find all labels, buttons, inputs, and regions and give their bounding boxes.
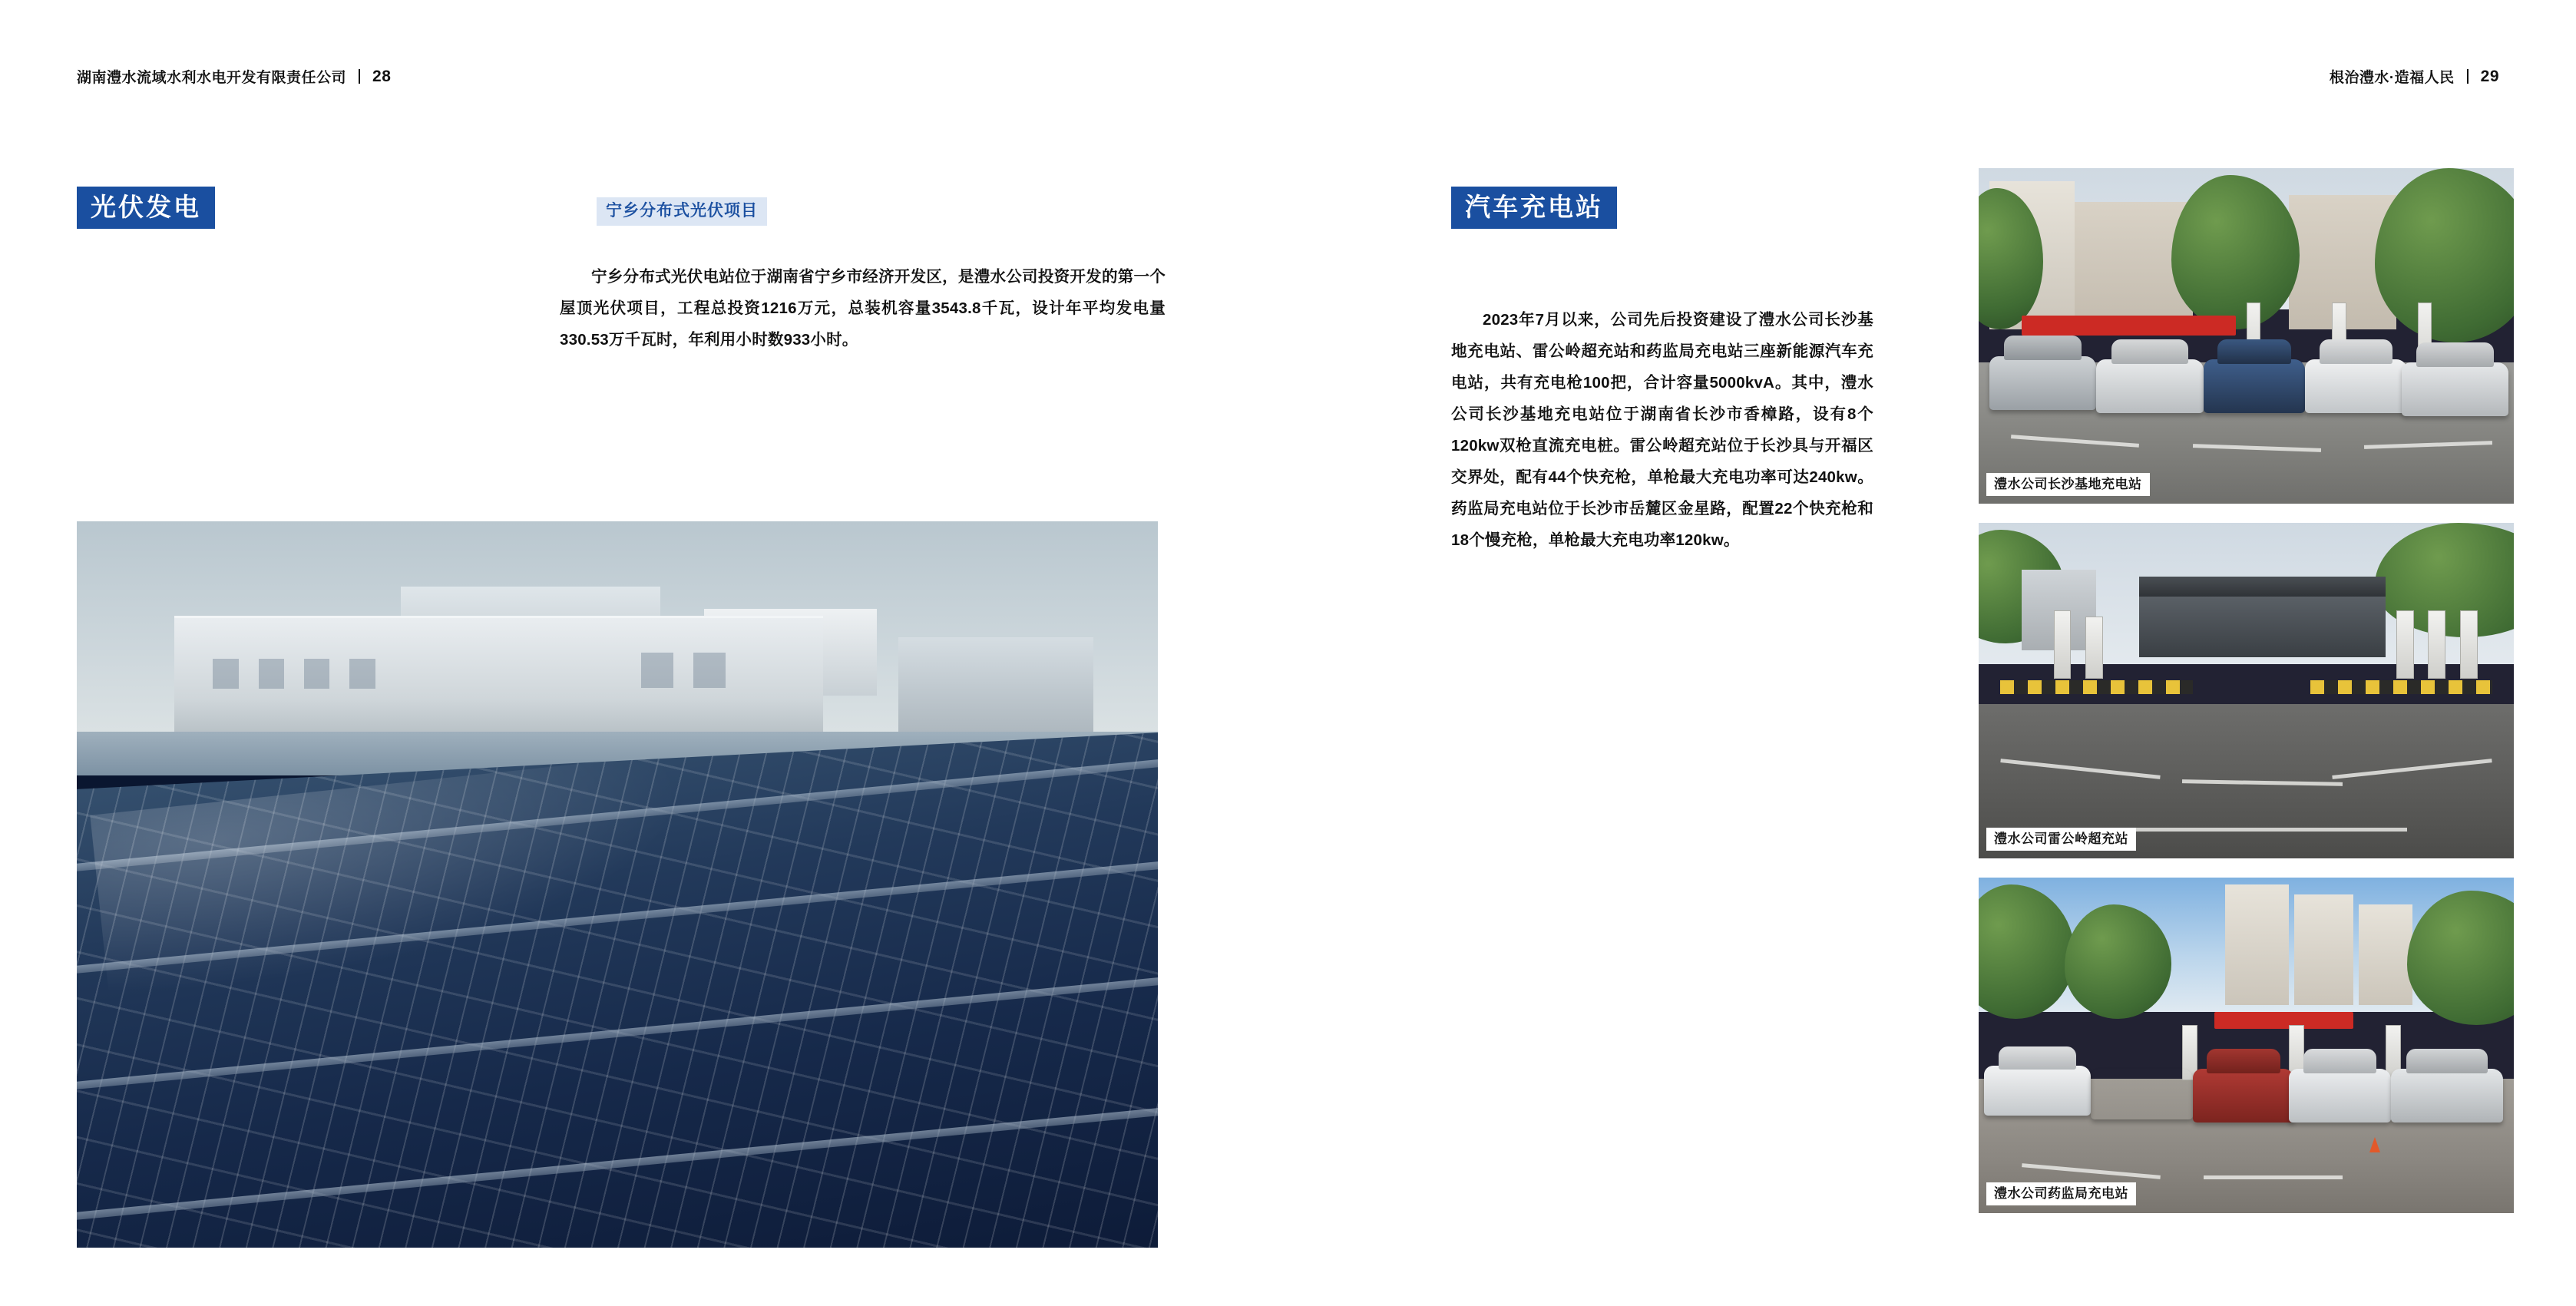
building-window <box>641 653 673 687</box>
parked-car <box>2193 1069 2294 1122</box>
yellow-black-curb <box>2000 680 2193 693</box>
building-window <box>259 659 285 689</box>
station-canopy <box>2139 577 2386 597</box>
photo-caption: 澧水公司药监局充电站 <box>1986 1182 2136 1205</box>
left-page-number: 28 <box>372 67 392 85</box>
charging-station-photo-stack <box>1979 168 2514 1213</box>
photo-caption: 澧水公司雷公岭超充站 <box>1986 828 2136 851</box>
parked-car <box>1989 356 2096 410</box>
changsha-base-charging-station-photo <box>1979 168 2514 504</box>
section-title-photovoltaic: 光伏发电 <box>77 187 215 229</box>
charging-post <box>2428 610 2445 679</box>
right-body-text <box>1451 304 1873 556</box>
subsection-title-ningxiang-project: 宁乡分布式光伏项目 <box>597 197 767 226</box>
running-head-divider <box>2467 69 2469 84</box>
running-head-divider <box>359 69 360 84</box>
red-banner <box>2214 1012 2353 1029</box>
leigongling-supercharging-station-photo <box>1979 523 2514 858</box>
high-rise-building <box>2294 894 2353 1005</box>
right-running-head-text: 根治澧水·造福人民 <box>2329 70 2455 86</box>
parked-car <box>2402 362 2508 416</box>
parked-car <box>1984 1066 2091 1116</box>
photo-caption: 澧水公司长沙基地充电站 <box>1986 473 2150 496</box>
high-rise-building <box>2359 904 2412 1005</box>
building-window <box>304 659 330 689</box>
charging-post <box>2460 610 2478 679</box>
right-body-paragraph: 2023年7月以来，公司先后投资建设了澧水公司长沙基地充电站、雷公岭超充站和药监局充电站三座新能源汽车充电站，共有充电枪100把，合计容量5000kvA。其中，澧水公司长沙基地充电站位于湖南省长沙市香樟路，设有8个120kw双枪直流充电桩。雷公岭超充站位于长沙具与开福区交界处，配有44个快充枪，单枪最大充电功率可达240kw。药监局充电站位于长沙市岳麓区金星路，配置22个快充枪和18个慢充枪，单枪最大充电功率120kw。 <box>1451 311 1873 549</box>
yaojianju-charging-station-photo <box>1979 878 2514 1213</box>
right-page-number: 29 <box>2480 67 2499 85</box>
photo1-art <box>1979 168 2514 504</box>
red-banner <box>2022 316 2236 336</box>
section-title-charging-station: 汽车充电站 <box>1451 187 1617 229</box>
left-body-paragraph: 宁乡分布式光伏电站位于湖南省宁乡市经济开发区，是澧水公司投资开发的第一个屋顶光伏项目，工程总投资1216万元，总装机容量3543.8千瓦，设计年平均发电量330.53万千瓦时，年利用小时数933小时。 <box>560 268 1166 349</box>
parked-car <box>2096 359 2203 413</box>
photo2-art <box>1979 523 2514 858</box>
solar-photo-art <box>77 521 1158 1248</box>
parked-car <box>2289 1069 2390 1122</box>
rooftop-solar-panel-array-photo <box>77 521 1158 1248</box>
parked-car <box>2305 359 2406 413</box>
station-building <box>2139 597 2386 657</box>
left-running-head <box>77 66 391 87</box>
charging-post <box>2396 610 2414 679</box>
parking-line <box>2204 1175 2343 1179</box>
background-building-d <box>898 637 1093 732</box>
factory-building <box>174 616 823 734</box>
parked-car <box>2091 1069 2192 1119</box>
building-window <box>349 659 375 689</box>
high-rise-building <box>2225 884 2290 1005</box>
left-running-head-text: 湖南澧水流域水利水电开发有限责任公司 <box>77 70 347 86</box>
parked-car <box>2391 1069 2503 1122</box>
left-body-text <box>560 261 1166 355</box>
charging-post <box>2054 610 2072 679</box>
charging-post <box>2085 617 2103 679</box>
yellow-black-curb <box>2310 680 2492 693</box>
traffic-cone <box>2369 1137 2380 1152</box>
parked-car <box>2204 359 2305 413</box>
right-running-head <box>2330 66 2499 87</box>
building-window <box>693 653 726 687</box>
building-window <box>213 659 239 689</box>
right-page <box>1288 0 2576 1306</box>
photo3-art <box>1979 878 2514 1213</box>
